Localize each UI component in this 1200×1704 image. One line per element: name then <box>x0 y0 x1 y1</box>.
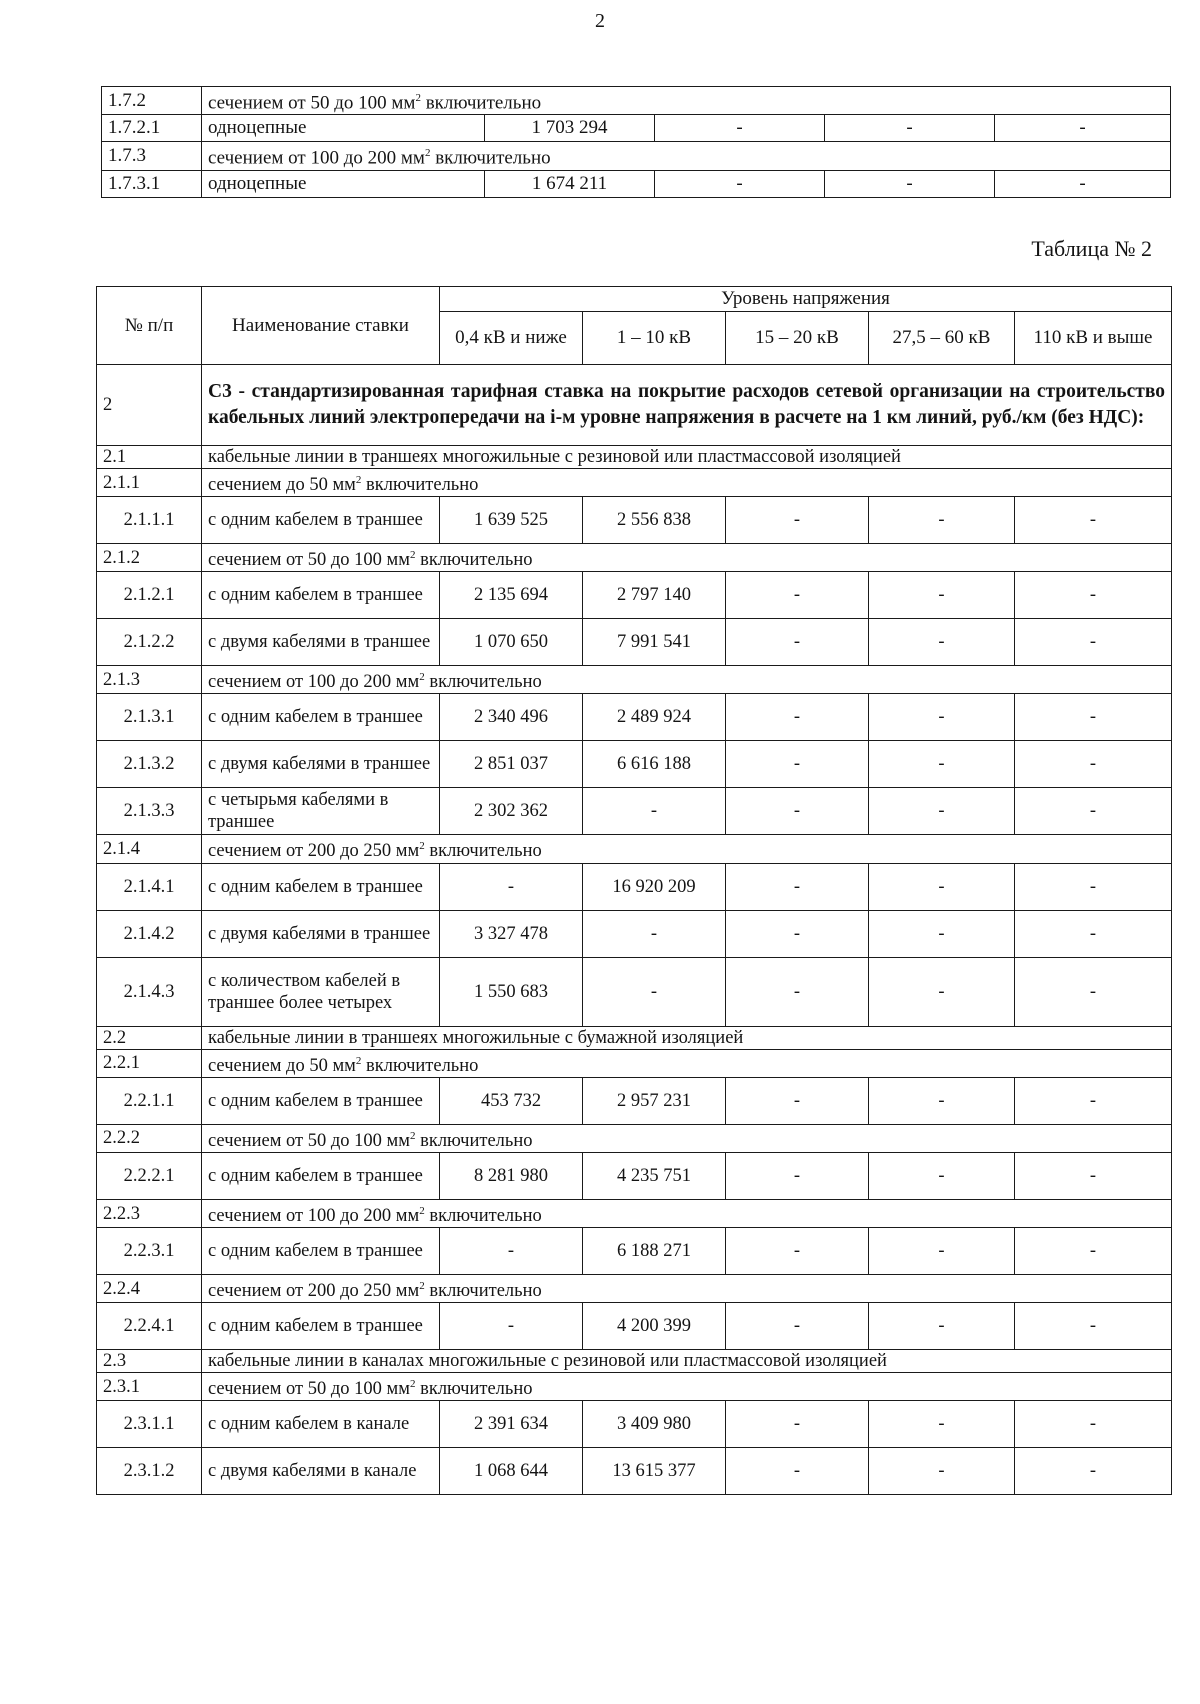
row-name: с одним кабелем в траншее <box>202 1303 440 1350</box>
section-name <box>202 1049 1172 1077</box>
header-num: № п/п <box>97 287 202 365</box>
section-name-text: кабельные линии в траншеях многожильные с резиновой или пластмассовой изоляцией <box>208 447 901 467</box>
table-row <box>97 1401 1172 1448</box>
value-cell: 6 188 271 <box>583 1228 726 1275</box>
value-cell: - <box>726 863 869 910</box>
section-name <box>202 1373 1172 1401</box>
top-table <box>101 86 1171 198</box>
section-name-suffix: включительно <box>361 1055 479 1076</box>
value-cell: - <box>869 1152 1015 1199</box>
row-code: 1.7.2 <box>102 87 202 115</box>
table-row <box>97 694 1172 741</box>
table-row <box>97 1303 1172 1350</box>
table-row <box>97 957 1172 1026</box>
value-cell: - <box>869 863 1015 910</box>
section-row <box>102 87 1171 115</box>
section-name-text: сечением от 200 до 250 мм <box>208 1281 420 1302</box>
value-cell: 4 235 751 <box>583 1152 726 1199</box>
row-name: с одним кабелем в траншее <box>202 694 440 741</box>
row-code: 2.1.4.1 <box>97 863 202 910</box>
value-cell: - <box>869 1077 1015 1124</box>
value-cell: - <box>995 170 1171 197</box>
value-cell: - <box>726 497 869 544</box>
table-row <box>102 115 1171 142</box>
row-name: с двумя кабелями в траншее <box>202 741 440 788</box>
row-code: 2.2.4 <box>97 1275 202 1303</box>
unit-superscript: 2 <box>355 1054 362 1067</box>
row-code: 1.7.2.1 <box>102 115 202 142</box>
value-cell: 2 556 838 <box>583 497 726 544</box>
value-cell: - <box>726 619 869 666</box>
value-cell: - <box>1015 1228 1172 1275</box>
section-name-text: сечением до 50 мм <box>208 1055 356 1076</box>
value-cell: - <box>1015 1077 1172 1124</box>
section-name-text: сечением от 50 до 100 мм <box>208 92 416 114</box>
row-code: 1.7.3 <box>102 142 202 170</box>
table-row <box>97 572 1172 619</box>
table-row <box>97 1228 1172 1275</box>
unit-superscript: 2 <box>419 1204 425 1217</box>
row-code: 2.3.1 <box>97 1373 202 1401</box>
rate-title: С3 - стандартизированная тарифная ставка на покрытие расходов сетевой организации на строительство кабельных линий электропередачи на i-м уровне напряжения в расчете на 1 км линий, руб./км (без НДС): <box>202 365 1172 446</box>
value-cell: - <box>1015 572 1172 619</box>
section-name-text: сечением от 50 до 100 мм <box>208 1379 410 1400</box>
section-name <box>202 1350 1172 1373</box>
unit-superscript: 2 <box>409 1129 416 1142</box>
table-caption: Таблица № 2 <box>1031 236 1152 261</box>
value-cell: 6 616 188 <box>583 741 726 788</box>
value-cell: - <box>869 957 1015 1026</box>
section-row <box>97 1275 1172 1303</box>
value-cell: - <box>1015 1152 1172 1199</box>
section-name <box>202 469 1172 497</box>
value-cell: - <box>440 1303 583 1350</box>
value-cell: - <box>1015 497 1172 544</box>
table-row <box>97 1077 1172 1124</box>
value-cell: - <box>869 1401 1015 1448</box>
row-code: 2.1.3.1 <box>97 694 202 741</box>
row-code: 2.1.4.3 <box>97 957 202 1026</box>
section-name-text: сечением от 50 до 100 мм <box>208 550 410 571</box>
value-cell: 2 340 496 <box>440 694 583 741</box>
value-cell: - <box>825 115 995 142</box>
header-level-1: 0,4 кВ и ниже <box>440 312 583 365</box>
value-cell: - <box>583 957 726 1026</box>
row-code: 2.2.3 <box>97 1199 202 1227</box>
row-code: 2.2 <box>97 1026 202 1049</box>
value-cell: 7 991 541 <box>583 619 726 666</box>
row-code: 2.1.4 <box>97 835 202 863</box>
row-name: с одним кабелем в траншее <box>202 863 440 910</box>
value-cell: 2 797 140 <box>583 572 726 619</box>
value-cell: - <box>869 910 1015 957</box>
value-cell: - <box>726 1448 869 1495</box>
row-name: с двумя кабелями в траншее <box>202 619 440 666</box>
value-cell: - <box>726 572 869 619</box>
section-name-suffix: включительно <box>424 1281 542 1302</box>
row-name: с количеством кабелей в траншее более четырех <box>202 957 440 1026</box>
header-level-3: 15 – 20 кВ <box>726 312 869 365</box>
section-name <box>202 544 1172 572</box>
section-name <box>202 87 1171 115</box>
value-cell: 1 070 650 <box>440 619 583 666</box>
section-row <box>97 1026 1172 1049</box>
table-row <box>97 1448 1172 1495</box>
header-row-1 <box>97 287 1172 312</box>
value-cell: - <box>869 619 1015 666</box>
section-name-suffix: включительно <box>415 1379 533 1400</box>
value-cell: 13 615 377 <box>583 1448 726 1495</box>
value-cell: - <box>726 957 869 1026</box>
value-cell: - <box>440 1228 583 1275</box>
table-row <box>97 619 1172 666</box>
value-cell: 2 302 362 <box>440 788 583 835</box>
unit-superscript: 2 <box>419 671 425 684</box>
row-code: 2.1.4.2 <box>97 910 202 957</box>
value-cell: 1 550 683 <box>440 957 583 1026</box>
section-name-suffix: включительно <box>424 1206 542 1227</box>
row-name: с одним кабелем в траншее <box>202 1228 440 1275</box>
value-cell: 3 409 980 <box>583 1401 726 1448</box>
section-row <box>102 142 1171 170</box>
section-row <box>97 469 1172 497</box>
section-name <box>202 835 1172 863</box>
value-cell: - <box>726 1077 869 1124</box>
unit-superscript: 2 <box>419 1280 425 1293</box>
section-name <box>202 1199 1172 1227</box>
value-cell: - <box>1015 957 1172 1026</box>
value-cell: - <box>726 741 869 788</box>
table-row <box>97 788 1172 835</box>
section-row <box>97 1124 1172 1152</box>
value-cell: - <box>869 1228 1015 1275</box>
value-cell: - <box>825 170 995 197</box>
section-name <box>202 1026 1172 1049</box>
value-cell: 3 327 478 <box>440 910 583 957</box>
value-cell: - <box>1015 1448 1172 1495</box>
section-name <box>202 1275 1172 1303</box>
unit-superscript: 2 <box>409 1378 416 1391</box>
row-code: 2.3.1.1 <box>97 1401 202 1448</box>
table-row <box>97 1152 1172 1199</box>
value-cell: - <box>869 1448 1015 1495</box>
section-row <box>97 1199 1172 1227</box>
row-name: одноцепные <box>202 115 485 142</box>
value-cell: 8 281 980 <box>440 1152 583 1199</box>
row-code: 2.2.1 <box>97 1049 202 1077</box>
section-name-suffix: включительно <box>420 92 542 114</box>
row-code: 2.2.2.1 <box>97 1152 202 1199</box>
unit-superscript: 2 <box>419 840 425 853</box>
value-cell: 2 135 694 <box>440 572 583 619</box>
section-row <box>97 446 1172 469</box>
section-row <box>97 835 1172 863</box>
value-cell: - <box>726 1228 869 1275</box>
value-cell: 2 391 634 <box>440 1401 583 1448</box>
value-cell: - <box>1015 1303 1172 1350</box>
value-cell: - <box>1015 788 1172 835</box>
value-cell: 1 639 525 <box>440 497 583 544</box>
value-cell: - <box>1015 1401 1172 1448</box>
section-name-text: сечением от 50 до 100 мм <box>208 1130 410 1151</box>
section-name-text: сечением от 100 до 200 мм <box>208 1206 420 1227</box>
row-code: 2.1.1.1 <box>97 497 202 544</box>
value-cell: - <box>869 1303 1015 1350</box>
section-name-text: сечением до 50 мм <box>208 475 356 496</box>
row-code: 2.3.1.2 <box>97 1448 202 1495</box>
section-row <box>97 1350 1172 1373</box>
row-code: 2.2.4.1 <box>97 1303 202 1350</box>
section-name-suffix: включительно <box>415 550 533 571</box>
value-cell: - <box>726 694 869 741</box>
row-name: с одним кабелем в траншее <box>202 497 440 544</box>
section-name <box>202 142 1171 170</box>
value-cell: - <box>869 788 1015 835</box>
value-cell: - <box>726 1152 869 1199</box>
title-row <box>97 365 1172 446</box>
row-code: 2.3 <box>97 1350 202 1373</box>
row-name: с одним кабелем в траншее <box>202 1077 440 1124</box>
value-cell: - <box>869 572 1015 619</box>
row-name: с двумя кабелями в траншее <box>202 910 440 957</box>
value-cell: - <box>869 497 1015 544</box>
unit-superscript: 2 <box>355 474 362 486</box>
row-code: 2.1.3 <box>97 666 202 694</box>
row-code: 2 <box>97 365 202 446</box>
value-cell: - <box>869 741 1015 788</box>
row-code: 2.1.2.2 <box>97 619 202 666</box>
value-cell: 16 920 209 <box>583 863 726 910</box>
row-code: 1.7.3.1 <box>102 170 202 197</box>
table-row <box>97 497 1172 544</box>
section-name-text: сечением от 100 до 200 мм <box>208 672 420 693</box>
value-cell: - <box>1015 863 1172 910</box>
value-cell: 2 851 037 <box>440 741 583 788</box>
row-code: 2.2.1.1 <box>97 1077 202 1124</box>
section-name-suffix: включительно <box>361 475 479 496</box>
section-name-suffix: включительно <box>415 1130 533 1151</box>
section-name <box>202 666 1172 694</box>
value-cell: - <box>583 910 726 957</box>
value-cell: - <box>655 115 825 142</box>
unit-superscript: 2 <box>424 147 431 160</box>
table-row <box>97 741 1172 788</box>
row-code: 2.1.3.2 <box>97 741 202 788</box>
row-code: 2.1.3.3 <box>97 788 202 835</box>
section-row <box>97 1049 1172 1077</box>
header-level-4: 27,5 – 60 кВ <box>869 312 1015 365</box>
header-name: Наименование ставки <box>202 287 440 365</box>
row-code: 2.1 <box>97 446 202 469</box>
value-cell: 4 200 399 <box>583 1303 726 1350</box>
value-cell: - <box>1015 694 1172 741</box>
value-cell: - <box>995 115 1171 142</box>
table-row <box>97 863 1172 910</box>
value-cell: - <box>440 863 583 910</box>
header-voltage-group: Уровень напряжения <box>440 287 1172 312</box>
row-name: с одним кабелем в траншее <box>202 1152 440 1199</box>
row-code: 2.1.2 <box>97 544 202 572</box>
value-cell: 1 068 644 <box>440 1448 583 1495</box>
row-name: с одним кабелем в канале <box>202 1401 440 1448</box>
value-cell: - <box>1015 619 1172 666</box>
row-code: 2.2.2 <box>97 1124 202 1152</box>
value-cell: - <box>869 694 1015 741</box>
section-name-text: кабельные линии в траншеях многожильные с бумажной изоляцией <box>208 1027 744 1048</box>
section-name-text: кабельные линии в каналах многожильные с резиновой или пластмассовой изоляцией <box>208 1351 887 1372</box>
section-name-text: сечением от 200 до 250 мм <box>208 841 420 862</box>
value-cell: - <box>1015 741 1172 788</box>
value-cell: - <box>583 788 726 835</box>
section-name-suffix: включительно <box>424 841 542 862</box>
row-code: 2.1.2.1 <box>97 572 202 619</box>
row-name: с одним кабелем в траншее <box>202 572 440 619</box>
page-number: 2 <box>595 10 605 32</box>
row-code: 2.1.1 <box>97 469 202 497</box>
section-name <box>202 1124 1172 1152</box>
row-code: 2.2.3.1 <box>97 1228 202 1275</box>
row-name: с двумя кабелями в канале <box>202 1448 440 1495</box>
value-cell: 453 732 <box>440 1077 583 1124</box>
section-name-suffix: включительно <box>424 672 542 693</box>
value-cell: 1 674 211 <box>485 170 655 197</box>
unit-superscript: 2 <box>415 92 421 104</box>
unit-superscript: 2 <box>409 549 416 562</box>
section-name-suffix: включительно <box>430 147 551 169</box>
main-table <box>96 286 1172 1495</box>
value-cell: 1 703 294 <box>485 115 655 142</box>
table-row <box>102 170 1171 197</box>
value-cell: - <box>726 910 869 957</box>
value-cell: - <box>655 170 825 197</box>
row-name: с четырьмя кабелями в траншее <box>202 788 440 835</box>
row-name: одноцепные <box>202 170 485 197</box>
section-row <box>97 666 1172 694</box>
value-cell: - <box>726 1303 869 1350</box>
header-level-5: 110 кВ и выше <box>1015 312 1172 365</box>
table-row <box>97 910 1172 957</box>
value-cell: 2 489 924 <box>583 694 726 741</box>
section-row <box>97 544 1172 572</box>
header-level-2: 1 – 10 кВ <box>583 312 726 365</box>
value-cell: - <box>1015 910 1172 957</box>
value-cell: 2 957 231 <box>583 1077 726 1124</box>
section-name-text: сечением от 100 до 200 мм <box>208 147 425 169</box>
section-name <box>202 446 1172 469</box>
value-cell: - <box>726 788 869 835</box>
section-row <box>97 1373 1172 1401</box>
value-cell: - <box>726 1401 869 1448</box>
